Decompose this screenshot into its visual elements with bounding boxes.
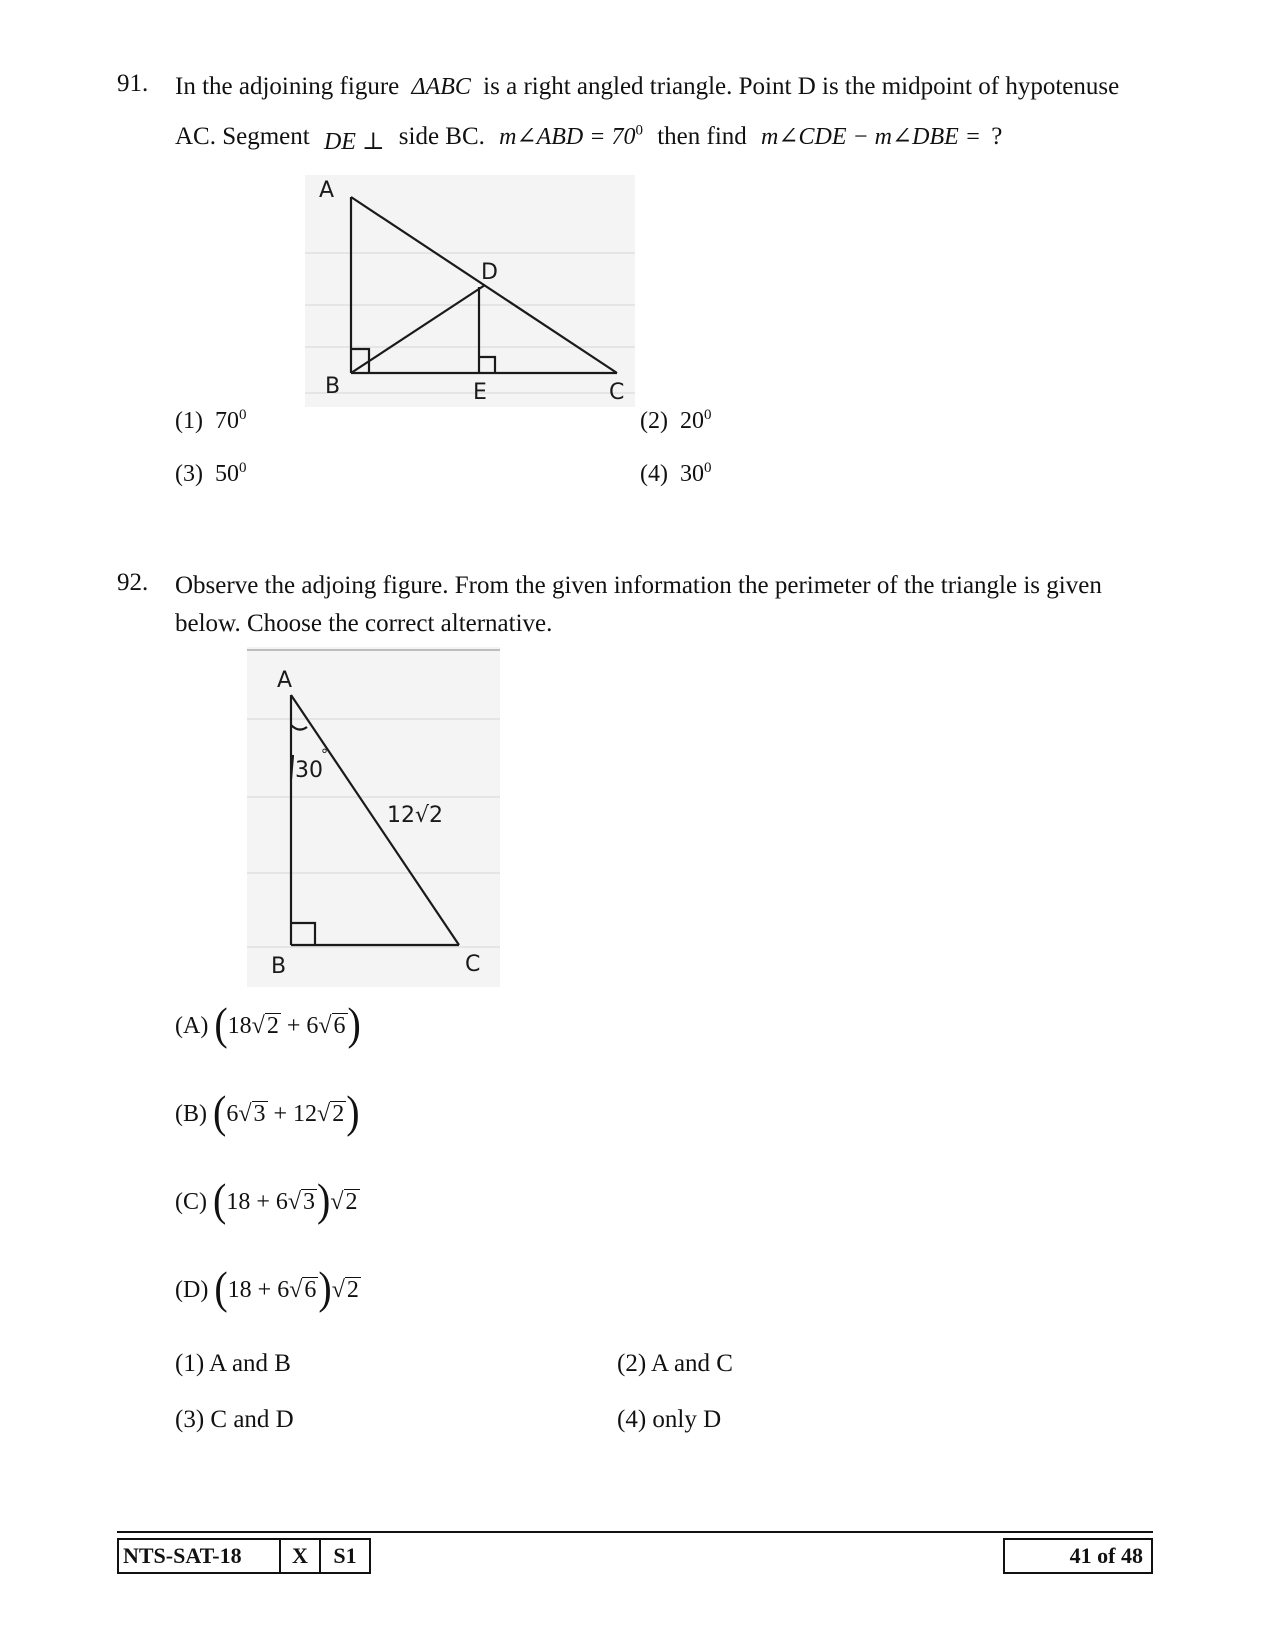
angle-degree-mark: ° (321, 747, 328, 763)
option-label: (1) (175, 408, 203, 434)
question-mark: ? (991, 123, 1003, 150)
footer-paper-code: NTS-SAT-18 (117, 1538, 281, 1574)
option-label: (2) (640, 408, 668, 434)
figure-q91-triangle (305, 175, 635, 407)
label-d: D (481, 260, 498, 285)
label-a: A (277, 668, 293, 693)
footer-class: X (281, 1538, 321, 1574)
option-label: (4) (617, 1406, 647, 1433)
term: 6 (275, 1189, 288, 1215)
option-value: 20 (679, 408, 704, 434)
plus-sign: + (257, 1277, 272, 1303)
option-degree: 0 (238, 407, 247, 423)
q91-text-e: then find (657, 123, 747, 150)
q91-option-3[interactable] (175, 461, 246, 488)
radicand: 6 (333, 1013, 346, 1039)
label-b: B (271, 954, 287, 979)
option-label: (3) (175, 1406, 205, 1433)
given-angle-abd: m∠ABD = 70 (499, 124, 636, 150)
option-value: 70 (214, 408, 239, 434)
plus-sign: + (286, 1013, 301, 1039)
q91-text-a: In the adjoining figure (175, 73, 400, 100)
label-b: B (325, 374, 341, 399)
choice-label: (D) (175, 1277, 209, 1303)
option-degree: 0 (703, 407, 712, 423)
sqrt: √6 (289, 1277, 317, 1303)
de-perpendicular: DE ⊥ (323, 129, 385, 155)
q92-choice-c: (C) (18 + 6√3)√2 (175, 1173, 358, 1226)
q91-option-1[interactable] (175, 408, 246, 435)
question-92-line2: below. Choose the correct alternative. (175, 610, 553, 637)
hypotenuse-length: 12√2 (387, 803, 444, 828)
radicand: 2 (332, 1101, 345, 1127)
radicand: 3 (303, 1189, 316, 1215)
option-label: (4) (640, 461, 668, 487)
q92-choice-d: (D) (18 + 6√6)√2 (175, 1261, 359, 1314)
term: 6 (277, 1277, 290, 1303)
plus-sign: + (273, 1101, 288, 1127)
sqrt: √3 (238, 1101, 266, 1127)
q92-option-1[interactable] (175, 1350, 291, 1378)
radicand: 2 (266, 1013, 279, 1039)
plus-sign: + (256, 1189, 270, 1215)
q91-text-d: side BC. (398, 123, 485, 150)
question-91-line1 (175, 68, 1119, 106)
radicand: 3 (253, 1101, 266, 1127)
sqrt-outer: √2 (331, 1277, 359, 1303)
sqrt: √6 (318, 1013, 346, 1039)
label-c: C (609, 380, 625, 405)
question-91-line2 (175, 118, 1002, 156)
option-text: A and B (209, 1350, 291, 1377)
choice-label: (A) (175, 1013, 209, 1039)
question-number-91: 91. (117, 70, 149, 97)
sqrt: √2 (317, 1101, 345, 1127)
q92-choice-b: (B) (6√3 + 12√2) (175, 1085, 360, 1138)
radicand: 6 (304, 1277, 317, 1303)
degree-mark: 0 (635, 122, 643, 139)
sqrt-outer: √2 (330, 1189, 358, 1215)
sqrt: √3 (287, 1189, 316, 1215)
label-c: C (465, 952, 481, 977)
q92-option-3[interactable] (175, 1406, 294, 1434)
option-label: (2) (617, 1350, 647, 1377)
term: 6 (226, 1101, 239, 1127)
option-value: 30 (679, 461, 704, 487)
angle-value: 30 (295, 758, 323, 783)
term: 18 (227, 1013, 252, 1039)
figure-q91-svg (305, 175, 635, 407)
question-92-line1: Observe the adjoing figure. From the given information the perimeter of the triangle is given (175, 572, 1102, 599)
q91-option-4[interactable] (640, 461, 711, 488)
q92-option-2[interactable] (617, 1350, 733, 1378)
find-expression: m∠CDE − m∠DBE = (761, 124, 981, 150)
choice-label: (C) (175, 1189, 207, 1215)
q91-text-b: is a right angled triangle. Point D is the midpoint of hypotenuse (483, 73, 1120, 100)
option-degree: 0 (238, 460, 247, 476)
term: 18 (226, 1189, 251, 1215)
sqrt: √2 (251, 1013, 279, 1039)
choice-label: (B) (175, 1101, 207, 1127)
option-label: (1) (175, 1350, 205, 1377)
radicand: 2 (346, 1277, 359, 1303)
term: 6 (306, 1013, 319, 1039)
option-text: A and C (651, 1350, 733, 1377)
radicand: 2 (345, 1189, 358, 1215)
label-a: A (319, 178, 335, 203)
q92-choice-a: (A) (18√2 + 6√6) (175, 997, 361, 1050)
footer-page-number: 41 of 48 (1003, 1538, 1153, 1574)
option-value: 50 (214, 461, 239, 487)
term: 12 (293, 1101, 318, 1127)
question-number-92: 92. (117, 569, 149, 596)
q91-option-2[interactable] (640, 408, 711, 435)
label-e: E (473, 380, 487, 405)
footer-section: S1 (321, 1538, 371, 1574)
q91-text-c: AC. Segment (175, 123, 310, 150)
q92-option-4[interactable] (617, 1406, 721, 1434)
option-text: only D (652, 1406, 722, 1433)
triangle-abc-symbol: ΔABC (411, 74, 471, 100)
option-degree: 0 (703, 460, 712, 476)
term: 18 (227, 1277, 252, 1303)
option-label: (3) (175, 461, 203, 487)
option-text: C and D (210, 1406, 294, 1433)
figure-q92-triangle (247, 647, 500, 987)
figure-q92-svg (247, 647, 500, 987)
footer-rule (117, 1531, 1153, 1533)
